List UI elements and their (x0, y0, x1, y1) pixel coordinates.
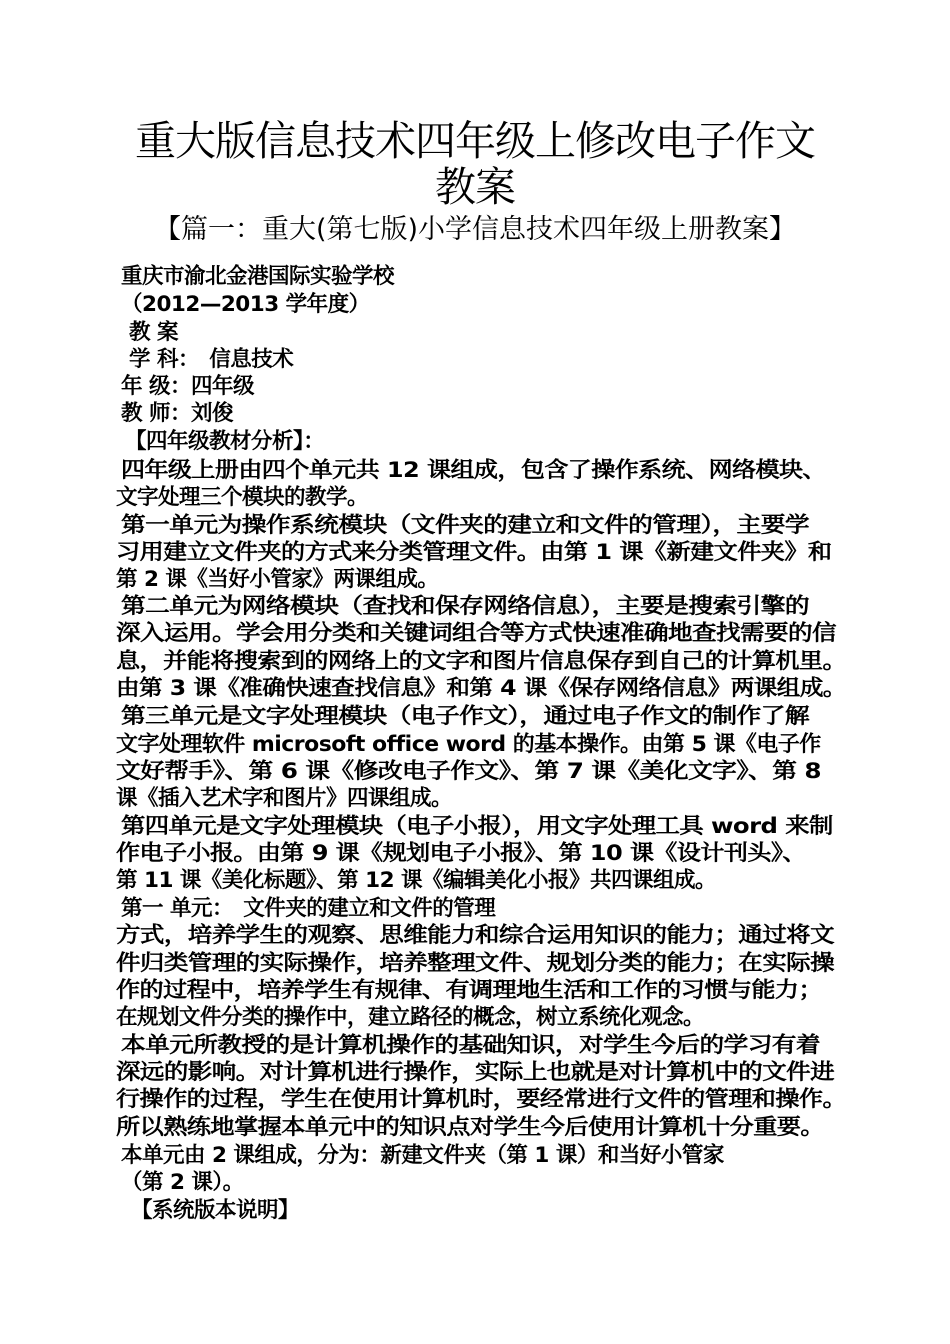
body-line: 行操作的过程，学生在使用计算机时，要经常进行文件的管理和操作。 (116, 1087, 847, 1112)
body-line: 深远的影响。对计算机进行操作，实际上也就是对计算机中的文件进 (116, 1060, 835, 1085)
body-line: 第二单元为网络模块（查找和保存网络信息），主要是搜索引擎的 (121, 594, 810, 619)
body-line: 本单元由 2 课组成，分为：新建文件夹（第 1 课）和当好小管家 (121, 1143, 724, 1168)
body-line: 教 案 (129, 320, 178, 345)
body-line: 所以熟练地掌握本单元中的知识点对学生今后使用计算机十分重要。 (116, 1115, 825, 1140)
body-line: 四年级上册由四个单元共 12 课组成，包含了操作系统、网络模块、 (121, 458, 826, 483)
document-subtitle: 【篇一：重大(第七版)小学信息技术四年级上册教案】 (153, 214, 797, 245)
body-line: 文字处理三个模块的教学。 (116, 485, 369, 510)
body-line: 文好帮手》、第 6 课《修改电子作文》、第 7 课《美化文字》、第 8 (116, 759, 822, 784)
body-line: 由第 3 课《准确快速查找信息》和第 4 课《保存网络信息》两课组成。 (116, 676, 846, 701)
document-title-line-1: 重大版信息技术四年级上修改电子作文 (135, 117, 815, 165)
body-line: 习用建立文件夹的方式来分类管理文件。由第 1 课《新建文件夹》和 (116, 540, 832, 565)
body-line: 课《插入艺术字和图片》四课组成。 (116, 786, 453, 811)
body-line: 件归类管理的实际操作，培养整理文件、规划分类的能力；在实际操 (116, 951, 835, 976)
body-line: （第 2 课）。 (121, 1170, 244, 1195)
document-title-line-2: 教案 (435, 163, 515, 211)
body-line: 第一单元为操作系统模块（文件夹的建立和文件的管理），主要学 (121, 513, 810, 538)
body-line: 方式，培养学生的观察、思维能力和综合运用知识的能力；通过将文 (116, 923, 835, 948)
body-line: 重庆市渝北金港国际实验学校 (121, 264, 395, 289)
body-line: 息，并能将搜索到的网络上的文字和图片信息保存到自己的计算机里。 (116, 649, 847, 674)
body-line: 本单元所教授的是计算机操作的基础知识，对学生今后的学习有着 (121, 1033, 821, 1058)
body-line: 第一 单元： 文件夹的建立和文件的管理 (121, 896, 496, 921)
body-line: 第三单元是文字处理模块（电子作文），通过电子作文的制作了解 (121, 704, 810, 729)
body-line: 深入运用。学会用分类和关键词组合等方式快速准确地查找需要的信 (116, 621, 837, 646)
body-line: 作电子小报。由第 9 课《规划电子小报》、第 10 课《设计刊头》、 (116, 841, 806, 866)
body-line: 第四单元是文字处理模块（电子小报），用文字处理工具 word 来制 (121, 814, 833, 839)
body-line: 作的过程中，培养学生有规律、有调理地生活和工作的习惯与能力； (116, 978, 823, 1003)
body-line: 第 11 课《美化标题》、第 12 课《编辑美化小报》共四课组成。 (116, 868, 717, 893)
body-line: 第 2 课《当好小管家》两课组成。 (116, 567, 439, 592)
body-line: 【四年级教材分析】： (125, 429, 325, 454)
body-line: 教 师：刘俊 (121, 401, 233, 426)
body-line: 【系统版本说明】 (131, 1198, 300, 1223)
body-line: （2012—2013 学年度） (121, 292, 370, 317)
body-line: 文字处理软件 microsoft office word 的基本操作。由第 5 课《电子作 (116, 732, 821, 757)
body-line: 学 科： 信息技术 (129, 347, 294, 372)
body-line: 年 级：四年级 (121, 374, 254, 399)
body-line: 在规划文件分类的操作中，建立路径的概念，树立系统化观念。 (116, 1005, 705, 1030)
